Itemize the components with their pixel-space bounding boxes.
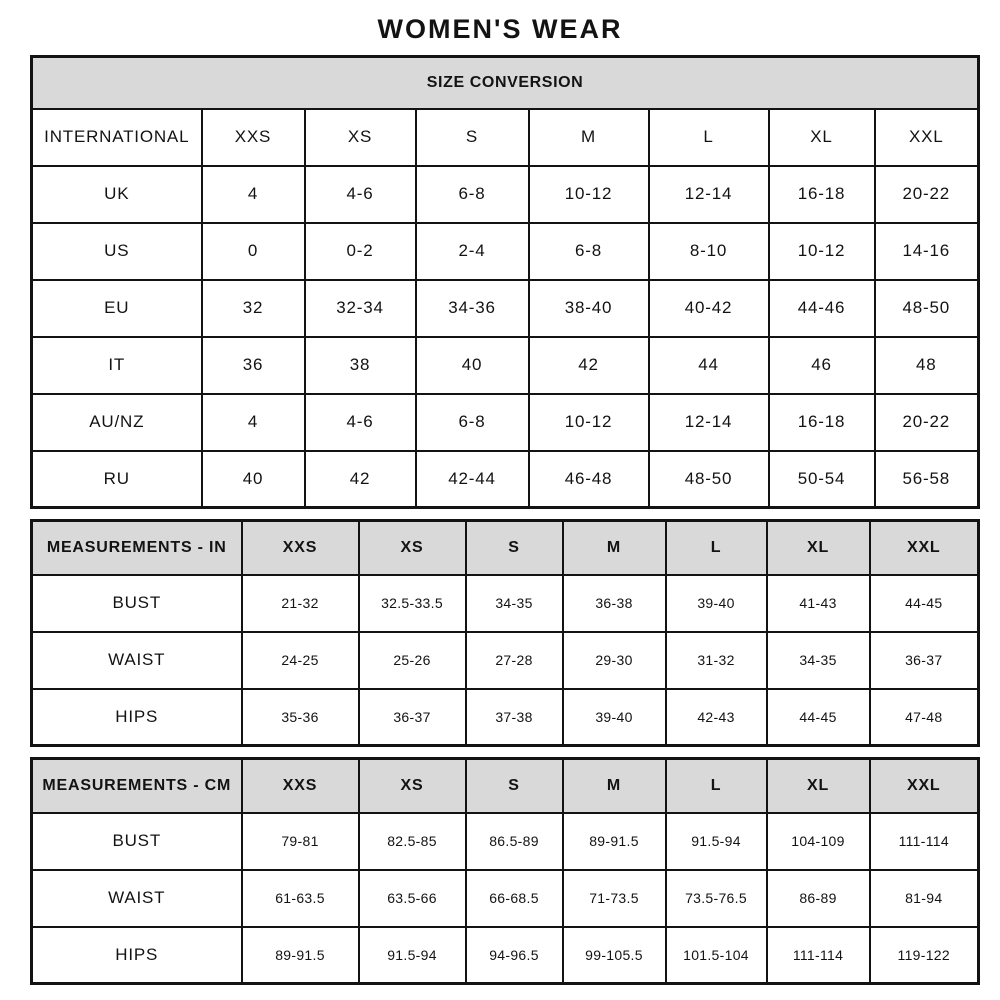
measurement-value-cell: 39-40 <box>563 689 666 746</box>
measurements-in-title: MEASUREMENTS - IN <box>32 521 242 575</box>
size-value-cell: 56-58 <box>875 451 979 508</box>
measurement-value-cell: 32.5-33.5 <box>359 575 466 632</box>
measurement-value-cell: 25-26 <box>359 632 466 689</box>
row-label: WAIST <box>32 632 242 689</box>
column-header-xxs: XXS <box>242 521 359 575</box>
column-header-xl: XL <box>767 521 870 575</box>
measurement-value-cell: 36-38 <box>563 575 666 632</box>
table-row-uk <box>32 166 979 223</box>
table-row-bust-cm <box>32 813 979 870</box>
measurement-value-cell: 34-35 <box>466 575 563 632</box>
size-conversion-banner-row <box>32 57 979 109</box>
row-label: RU <box>32 451 202 508</box>
size-value-cell: 12-14 <box>649 166 769 223</box>
column-header-xl: XL <box>769 109 875 166</box>
measurement-value-cell: 82.5-85 <box>359 813 466 870</box>
page-title: WOMEN'S WEAR <box>377 14 623 44</box>
size-value-cell: 38-40 <box>529 280 649 337</box>
row-label: BUST <box>32 575 242 632</box>
measurement-value-cell: 111-114 <box>767 927 870 984</box>
measurements-cm-table <box>30 757 980 985</box>
measurement-value-cell: 27-28 <box>466 632 563 689</box>
column-header-l: L <box>666 521 767 575</box>
measurement-value-cell: 89-91.5 <box>242 927 359 984</box>
column-header-xs: XS <box>359 521 466 575</box>
measurement-value-cell: 119-122 <box>870 927 979 984</box>
measurement-value-cell: 99-105.5 <box>563 927 666 984</box>
row-label: UK <box>32 166 202 223</box>
row-label: AU/NZ <box>32 394 202 451</box>
size-conversion-banner: SIZE CONVERSION <box>32 57 979 109</box>
size-value-cell: 46-48 <box>529 451 649 508</box>
size-value-cell: 10-12 <box>529 166 649 223</box>
measurement-value-cell: 71-73.5 <box>563 870 666 927</box>
table-row-waist-in <box>32 632 979 689</box>
table-row-us <box>32 223 979 280</box>
size-value-cell: 32 <box>202 280 305 337</box>
size-value-cell: 42 <box>305 451 416 508</box>
column-header-xxs: XXS <box>202 109 305 166</box>
measurement-value-cell: 61-63.5 <box>242 870 359 927</box>
size-value-cell: 40-42 <box>649 280 769 337</box>
measurement-value-cell: 104-109 <box>767 813 870 870</box>
size-value-cell: 10-12 <box>529 394 649 451</box>
measurement-value-cell: 21-32 <box>242 575 359 632</box>
measurement-value-cell: 91.5-94 <box>359 927 466 984</box>
table-row-eu <box>32 280 979 337</box>
table-row-aunz <box>32 394 979 451</box>
column-header-international: INTERNATIONAL <box>32 109 202 166</box>
size-value-cell: 48-50 <box>875 280 979 337</box>
size-value-cell: 12-14 <box>649 394 769 451</box>
size-value-cell: 42-44 <box>416 451 529 508</box>
measurement-value-cell: 86.5-89 <box>466 813 563 870</box>
measurement-value-cell: 36-37 <box>870 632 979 689</box>
column-header-m: M <box>529 109 649 166</box>
column-header-xxl: XXL <box>875 109 979 166</box>
column-header-xs: XS <box>359 759 466 813</box>
row-label: EU <box>32 280 202 337</box>
table-row-waist-cm <box>32 870 979 927</box>
size-value-cell: 4 <box>202 166 305 223</box>
measurement-value-cell: 91.5-94 <box>666 813 767 870</box>
table-row-bust-in <box>32 575 979 632</box>
row-label: BUST <box>32 813 242 870</box>
measurements-in-header-row <box>32 521 979 575</box>
measurement-value-cell: 44-45 <box>767 689 870 746</box>
measurement-value-cell: 47-48 <box>870 689 979 746</box>
measurement-value-cell: 44-45 <box>870 575 979 632</box>
size-value-cell: 2-4 <box>416 223 529 280</box>
column-header-s: S <box>466 521 563 575</box>
size-conversion-header-row <box>32 109 979 166</box>
measurement-value-cell: 111-114 <box>870 813 979 870</box>
column-header-s: S <box>466 759 563 813</box>
measurement-value-cell: 42-43 <box>666 689 767 746</box>
row-label: WAIST <box>32 870 242 927</box>
table-row-ru <box>32 451 979 508</box>
size-value-cell: 36 <box>202 337 305 394</box>
measurement-value-cell: 66-68.5 <box>466 870 563 927</box>
size-value-cell: 4-6 <box>305 166 416 223</box>
measurement-value-cell: 41-43 <box>767 575 870 632</box>
measurement-value-cell: 36-37 <box>359 689 466 746</box>
size-value-cell: 4 <box>202 394 305 451</box>
measurement-value-cell: 101.5-104 <box>666 927 767 984</box>
size-value-cell: 48 <box>875 337 979 394</box>
size-value-cell: 6-8 <box>416 166 529 223</box>
size-value-cell: 40 <box>202 451 305 508</box>
size-value-cell: 38 <box>305 337 416 394</box>
size-value-cell: 48-50 <box>649 451 769 508</box>
table-row-it <box>32 337 979 394</box>
measurement-value-cell: 81-94 <box>870 870 979 927</box>
measurement-value-cell: 37-38 <box>466 689 563 746</box>
row-label: HIPS <box>32 689 242 746</box>
size-value-cell: 20-22 <box>875 394 979 451</box>
size-value-cell: 6-8 <box>416 394 529 451</box>
size-value-cell: 0-2 <box>305 223 416 280</box>
size-value-cell: 20-22 <box>875 166 979 223</box>
column-header-xxl: XXL <box>870 521 979 575</box>
row-label: IT <box>32 337 202 394</box>
measurement-value-cell: 63.5-66 <box>359 870 466 927</box>
column-header-m: M <box>563 759 666 813</box>
measurement-value-cell: 34-35 <box>767 632 870 689</box>
size-value-cell: 46 <box>769 337 875 394</box>
measurement-value-cell: 89-91.5 <box>563 813 666 870</box>
measurement-value-cell: 31-32 <box>666 632 767 689</box>
size-value-cell: 42 <box>529 337 649 394</box>
size-value-cell: 0 <box>202 223 305 280</box>
size-value-cell: 32-34 <box>305 280 416 337</box>
column-header-l: L <box>666 759 767 813</box>
size-value-cell: 50-54 <box>769 451 875 508</box>
size-value-cell: 44-46 <box>769 280 875 337</box>
measurement-value-cell: 73.5-76.5 <box>666 870 767 927</box>
size-value-cell: 14-16 <box>875 223 979 280</box>
size-value-cell: 10-12 <box>769 223 875 280</box>
size-value-cell: 34-36 <box>416 280 529 337</box>
measurement-value-cell: 94-96.5 <box>466 927 563 984</box>
measurements-cm-header-row <box>32 759 979 813</box>
size-conversion-table <box>30 55 980 509</box>
column-header-xxs: XXS <box>242 759 359 813</box>
measurement-value-cell: 35-36 <box>242 689 359 746</box>
column-header-s: S <box>416 109 529 166</box>
table-row-hips-cm <box>32 927 979 984</box>
size-value-cell: 16-18 <box>769 394 875 451</box>
measurement-value-cell: 24-25 <box>242 632 359 689</box>
row-label: HIPS <box>32 927 242 984</box>
measurements-cm-title: MEASUREMENTS - CM <box>32 759 242 813</box>
size-value-cell: 8-10 <box>649 223 769 280</box>
column-header-xxl: XXL <box>870 759 979 813</box>
measurement-value-cell: 39-40 <box>666 575 767 632</box>
size-value-cell: 40 <box>416 337 529 394</box>
column-header-m: M <box>563 521 666 575</box>
size-value-cell: 16-18 <box>769 166 875 223</box>
size-value-cell: 4-6 <box>305 394 416 451</box>
row-label: US <box>32 223 202 280</box>
size-value-cell: 6-8 <box>529 223 649 280</box>
table-row-hips-in <box>32 689 979 746</box>
size-value-cell: 44 <box>649 337 769 394</box>
measurement-value-cell: 79-81 <box>242 813 359 870</box>
column-header-xl: XL <box>767 759 870 813</box>
column-header-xs: XS <box>305 109 416 166</box>
measurement-value-cell: 86-89 <box>767 870 870 927</box>
measurements-in-table <box>30 519 980 747</box>
column-header-l: L <box>649 109 769 166</box>
measurement-value-cell: 29-30 <box>563 632 666 689</box>
